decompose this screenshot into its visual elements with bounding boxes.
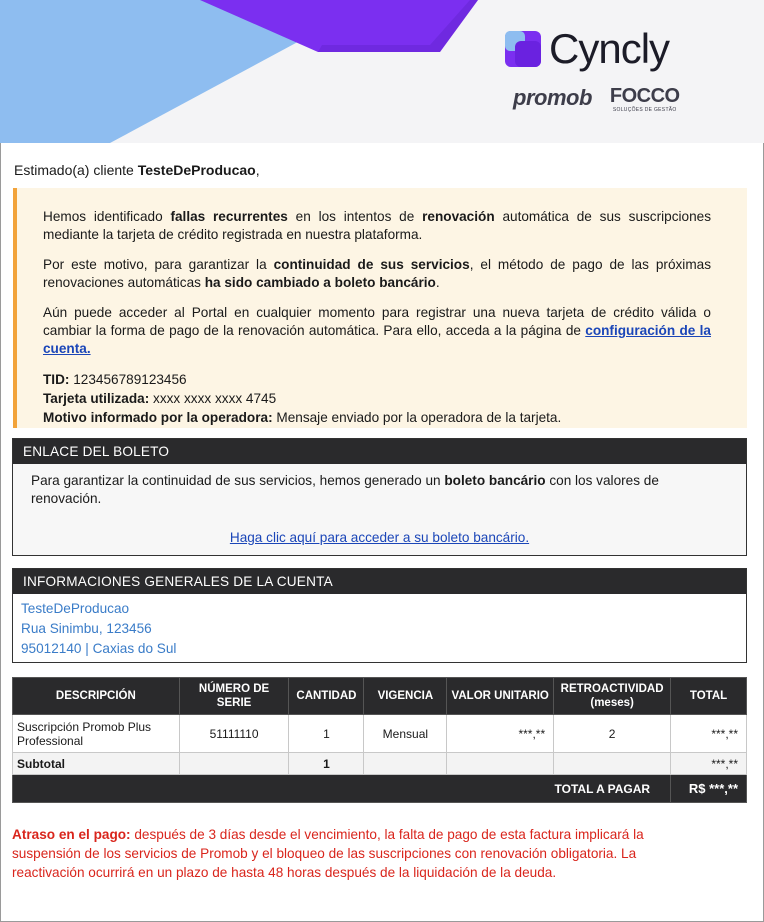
account-city: 95012140 | Caxias do Sul <box>21 641 177 656</box>
greeting-suffix: , <box>255 162 260 178</box>
boleto-body <box>13 464 746 555</box>
account-lines <box>13 594 746 664</box>
notice-paragraph-2 <box>43 256 711 292</box>
payment-failure-notice <box>13 188 747 428</box>
cyncly-logo <box>505 25 670 72</box>
account-settings-link[interactable]: configuración de la cuenta. <box>43 323 711 356</box>
cell-unit-value: ***,** <box>447 715 554 753</box>
focco-tagline: SOLUÇÕES DE GESTÃO <box>612 107 677 113</box>
notice-text: . <box>435 275 440 290</box>
cell-serial: 51111110 <box>179 715 289 753</box>
boleto-section <box>12 438 747 556</box>
invoice-table <box>12 677 747 803</box>
cell-quantity: 1 <box>289 715 364 753</box>
reason-value: Mensaje enviado por la operadora de la tarjeta. <box>272 410 562 425</box>
account-name: TesteDeProducao <box>21 601 130 616</box>
col-header-description: DESCRIPCIÓN <box>13 678 180 715</box>
email-header <box>0 0 764 143</box>
grand-total-value: R$ ***,** <box>671 775 747 803</box>
col-header-validity: VIGENCIA <box>364 678 447 715</box>
boleto-text: Para garantizar la continuidad de sus servicios, hemos generado un <box>31 473 445 488</box>
subtotal-empty <box>554 753 671 775</box>
boleto-bold: boleto bancário <box>444 473 546 488</box>
card-row <box>43 389 711 408</box>
cell-validity: Mensual <box>364 715 447 753</box>
warning-text: después de 3 días desde el vencimiento, la falta de pago de esta factura implicará la suspensión de los servicios de Promob y el bloqueo de las suscripciones con renovación obligatoria. La reactivación ocurrirá en un plazo de hasta 48 horas después de la liquidación de la deuda. <box>12 827 644 880</box>
cyncly-logo-text: Cyncly <box>549 25 670 72</box>
notice-text: Por este motivo, para garantizar la <box>43 257 274 272</box>
cyncly-logo-icon <box>505 31 541 67</box>
reason-label: Motivo informado por la operadora: <box>43 410 273 425</box>
notice-paragraph-3 <box>43 304 711 358</box>
col-header-unit-value: VALOR UNITARIO <box>447 678 554 715</box>
table-row <box>13 715 747 753</box>
late-payment-warning <box>12 825 692 882</box>
tid-value: 123456789123456 <box>69 372 187 387</box>
cell-total: ***,** <box>671 715 747 753</box>
boleto-text: con los valores de renovación. <box>31 473 659 506</box>
tid-label: TID: <box>43 372 70 387</box>
account-section-title: INFORMACIONES GENERALES DE LA CUENTA <box>13 569 746 594</box>
subtotal-quantity: 1 <box>289 753 364 775</box>
subtotal-empty <box>447 753 554 775</box>
grand-total-label: TOTAL A PAGAR <box>13 775 671 803</box>
sub-brands <box>513 86 680 113</box>
col-header-total: TOTAL <box>671 678 747 715</box>
col-header-retro: RETROACTIVIDAD (meses) <box>554 678 671 715</box>
account-info-section <box>12 568 747 663</box>
card-value: xxxx xxxx xxxx 4745 <box>149 391 277 406</box>
tid-row <box>43 370 711 389</box>
greeting <box>14 162 260 178</box>
notice-bold: fallas recurrentes <box>170 209 288 224</box>
notice-text: , el método de pago de las próximas renovaciones automáticas <box>43 257 712 290</box>
notice-bold: ha sido cambiado a boleto bancário <box>204 275 436 290</box>
warning-label: Atraso en el pago: <box>12 827 131 842</box>
boleto-link[interactable]: Haga clic aquí para acceder a su boleto bancário. <box>229 530 530 545</box>
notice-text: Aún puede acceder al Portal en cualquier momento para registrar una nueva tarjeta de crédito válida o cambiar la forma de pago de la renovación automática. Para ello, acceda a la página de <box>43 305 711 338</box>
account-address: Rua Sinimbu, 123456 <box>21 621 152 636</box>
greeting-client-name: TesteDeProducao <box>137 162 256 178</box>
focco-logo <box>610 86 680 113</box>
cell-retro: 2 <box>554 715 671 753</box>
promob-logo: promob <box>513 85 592 110</box>
cell-description: Suscripción Promob Plus Professional <box>13 715 180 753</box>
col-header-quantity: CANTIDAD <box>289 678 364 715</box>
notice-text: en los intentos de <box>287 209 423 224</box>
grand-total-row <box>13 775 747 803</box>
table-header-row <box>13 678 747 715</box>
notice-paragraph-1 <box>43 208 711 244</box>
notice-text: Hemos identificado <box>43 209 171 224</box>
notice-text: automática de sus suscripciones mediante la tarjeta de crédito registrada en nuestra plataforma. <box>43 209 711 242</box>
subtotal-total: ***,** <box>671 753 747 775</box>
subtotal-empty <box>364 753 447 775</box>
reason-row <box>43 408 711 427</box>
notice-bold: continuidad de sus servicios <box>273 257 470 272</box>
boleto-section-title: ENLACE DEL BOLETO <box>13 439 746 464</box>
focco-logo-text: FOCCO <box>609 85 680 107</box>
subtotal-row <box>13 753 747 775</box>
notice-bold: renovación <box>422 209 495 224</box>
col-header-serial: NÚMERO DE SERIE <box>179 678 289 715</box>
subtotal-label: Subtotal <box>13 753 180 775</box>
greeting-prefix: Estimado(a) cliente <box>14 162 138 178</box>
subtotal-empty <box>179 753 289 775</box>
card-label: Tarjeta utilizada: <box>43 391 150 406</box>
